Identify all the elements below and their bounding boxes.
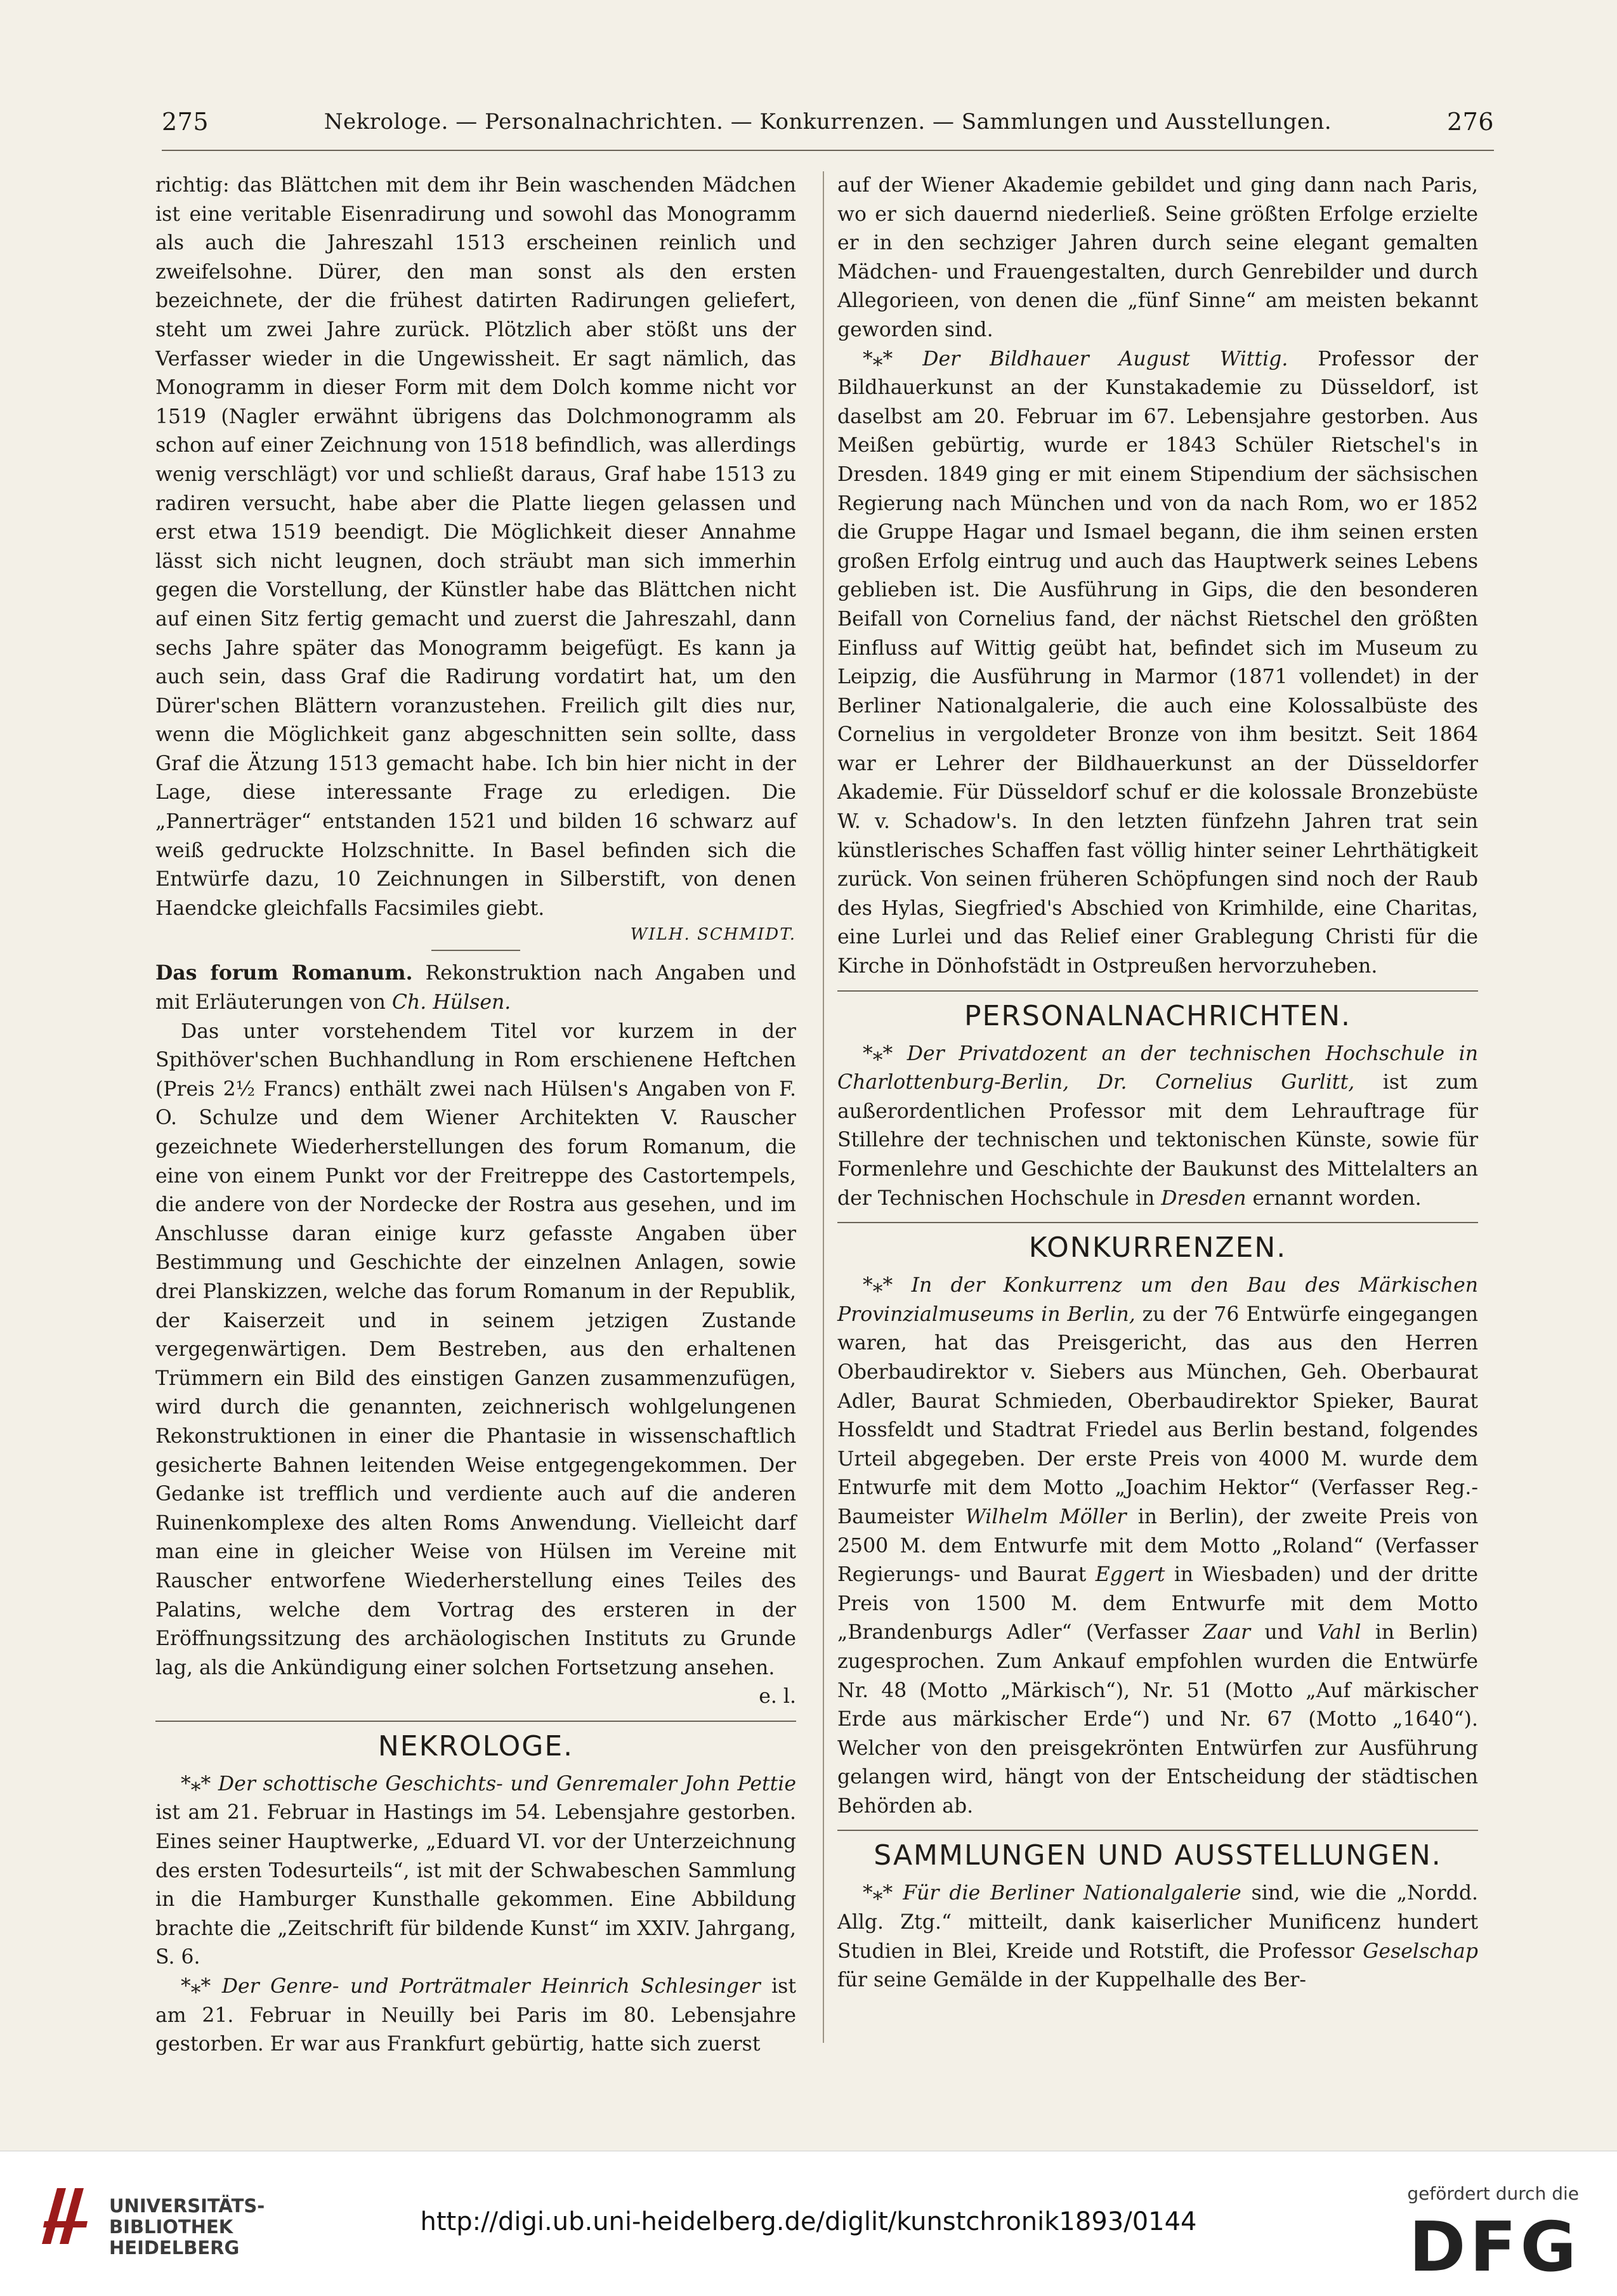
- running-header: [162, 108, 1494, 146]
- heading-nekrologe: NEKROLOGE.: [377, 1729, 574, 1762]
- running-title: Nekrologe. — Personalnachrichten. — Konkurrenzen. — Sammlungen und Ausstellungen.: [324, 109, 1332, 134]
- personal-gurlitt: [837, 1040, 1478, 1214]
- section-rule: [155, 1721, 796, 1722]
- forum-author: Ch. Hülsen.: [391, 991, 511, 1014]
- competition-text: und: [1250, 1621, 1318, 1644]
- page-number-right: 276: [1446, 108, 1494, 136]
- heading-konkurrenzen: KONKURRENZEN.: [1028, 1231, 1287, 1264]
- collections-text: für seine Gemälde in der Kuppelhalle des Ber-: [837, 1969, 1306, 1992]
- section-rule: [837, 990, 1478, 992]
- right-column: [837, 171, 1478, 1995]
- forum-paragraph: Das unter vorstehendem Titel vor kurzem in der Spithöver'schen Buchhandlung in Rom erschienene Heftchen (Preis 2½ Francs) enthält zwei nach Hülsen's Angaben von F. O. Schulze und dem Wiener Architekten V. Rauscher gezeichnete Wiederherstellungen des forum Romanum, die eine von einem Punkt vor der Freitreppe des Castortempels, die andere von der Nordecke der Rostra aus gesehen, und im Anschlusse daran einige kurz gefasste Angaben über Bestimmung und Geschichte der einzelnen Anlagen, sowie drei Planskizzen, welche das forum Romanum in der Republik, der Kaiserzeit und in seinem jetzigen Zustande vergegenwärtigen. Dem Bestreben, aus den erhaltenen Trümmern ein Bild des einstigen Ganzen zusammenzufügen, wird durch die genannten, zeichnerisch wohlgelungenen Rekonstruktionen in einer die Phantasie in wissenschaftlich gesicherte Bahnen leitenden Weise entgegengekommen. Der Gedanke ist trefflich und verdiente auch auf die anderen Ruinenkomplexe des alten Roms Anwendung. Vielleicht darf man eine in gleicher Weise von Hülsen im Vereine mit Rauscher entworfene Wiederherstellung eines Teiles des Palatins, welche dem Vortrag des ersteren in der Eröffnungssitzung des archäologischen Instituts zu Grunde lag, als die Ankündigung einer solchen Fortsetzung ansehen.: [155, 1020, 796, 1679]
- column-divider: [823, 171, 824, 2043]
- section-rule: [837, 1222, 1478, 1223]
- section-rule: [837, 1830, 1478, 1831]
- personal-text: ist zum außerordentlichen Professor mit dem Lehrauftrage für Stillehre der technischen und tektonischen Künste, sowie für Formenlehre und Geschichte der Baukunst des Mittelalters an der Technischen Hochschule in: [837, 1071, 1478, 1210]
- page-number-left: 275: [162, 108, 209, 136]
- left-column: [155, 171, 796, 2059]
- competition-text: zu der 76 Entwürfe eingegangen waren, hat das Preisgericht, das aus den Herren Oberbaudirektor v. Siebers aus München, Geh. Oberbaurat Adler, Baurat Schmieden, Oberbaudirektor Spieker, Baurat Hossfeldt und Stadtrat Friedel aus Berlin bestand, folgendes Urteil abgegeben. Der erste Preis von 4000 M. wurde dem Entwurfe mit dem Motto „Joachim Hektor“ (Verfasser Reg.-Baumeister: [837, 1302, 1479, 1528]
- obituary-text: ist am 21. Februar in Neuilly bei Paris im 80. Lebensjahre gestorben. Er war aus Frankfurt gebürtig, hatte sich zuerst: [155, 1975, 796, 2056]
- artist-name: Geselschap: [1363, 1939, 1478, 1963]
- competition-subject: In der Konkurrenz um den Bau des Märkischen Provinzialmuseums in Berlin,: [837, 1274, 1478, 1326]
- dfg-logo: DFG: [1408, 2208, 1580, 2287]
- personal-place: Dresden: [1161, 1186, 1247, 1210]
- personal-text-end: ernannt worden.: [1246, 1186, 1422, 1210]
- heading-personalnachrichten: PERSONALNACHRICHTEN.: [964, 999, 1351, 1032]
- obituary-text: ist am 21. Februar in Hastings im 54. Lebensjahre gestorben. Eines seiner Hauptwerke, „Eduard VI. vor der Unterzeichnung des ersten Todesurteils“, ist mit der Schwabeschen Sammlung in die Hamburger Kunsthalle gekommen. Eine Abbildung brachte die „Zeitschrift für bildende Kunst“ im XXIV. Jahrgang, S. 6.: [155, 1801, 796, 1969]
- obituary-pettie: [155, 1770, 796, 1972]
- library-name-line: HEIDELBERG: [109, 2237, 240, 2259]
- continued-paragraph: richtig: das Blättchen mit dem ihr Bein waschenden Mädchen ist eine veritable Eisenradirung und sowohl das Monogramm als auch die Jahreszahl 1513 erscheinen reinlich und zweifelsohne. Dürer, den man sonst als den ersten bezeichnete, der die frühest datirten Radirungen geliefert, steht um zwei Jahre zurück. Plötzlich aber stößt uns der Verfasser wieder in die Ungewissheit. Er sagt nämlich, das Monogramm in dieser Form mit dem Dolch komme nicht vor 1519 (Nagler erwähnt übrigens das Dolchmonogramm als schon auf einer Zeichnung von 1518 befindlich, was allerdings wenig verschlägt) vor und schließt daraus, Graf habe 1513 zu radiren versucht, habe aber die Platte liegen gelassen und erst etwa 1519 beendigt. Die Möglichkeit dieser Annahme lässt sich nicht leugnen, doch sträubt man sich immerhin gegen die Vorstellung, der Künstler habe das Blättchen nicht auf einen Sitz fertig gemacht und zuerst die Jahreszahl, dann sechs Jahre später das Monogramm beigefügt. Es kann ja auch sein, dass Graf die Radirung vordatirt hat, um den Dürer'schen Blättern voranzustehen. Freilich gilt dies nur, wenn die Möglichkeit ganz abgeschnitten sein sollte, dass Graf die Ätzung 1513 gemacht habe. Ich bin hier nicht in der Lage, diese interessante Frage zu erledigen. Die „Pannerträger“ entstanden 1521 und bilden 16 schwarz auf weiß gedruckte Holzschnitte. In Basel befinden sich die Entwürfe dazu, 10 Zeichnungen in Silberstift, von denen Haendcke gleichfalls Facsimiles giebt.: [155, 174, 796, 920]
- architect-name: Vahl: [1317, 1621, 1361, 1644]
- forum-subtitle: Rekonstruktion nach Angaben und mit Erläuterungen von: [155, 962, 796, 1014]
- asterism-mark: *⁎*: [181, 1772, 218, 1795]
- forum-heading: [155, 959, 796, 1017]
- collections-subject: Für die Berliner Nationalgalerie: [903, 1882, 1241, 1905]
- heading-sammlungen: SAMMLUNGEN UND AUSSTELLUNGEN.: [874, 1839, 1442, 1872]
- forum-signature: e. l.: [759, 1685, 796, 1709]
- asterism-mark: *⁎*: [181, 1975, 222, 1998]
- obituary-wittig: [837, 345, 1478, 981]
- short-rule: [431, 950, 520, 951]
- library-name-line: BIBLIOTHEK: [109, 2216, 233, 2238]
- obituary-text: Professor der Bildhauerkunst an der Kunstakademie zu Düsseldorf, ist daselbst am 20. Februar im 67. Lebensjahre gestorben. Aus Meißen gebürtig, wurde er 1843 Schüler Rietschel's in Dresden. 1849 ging er mit einem Stipendium der sächsischen Regierung nach München und von da nach Rom, wo er 1852 die Gruppe Hagar und Ismael begann, die ihm seinen ersten großen Erfolg eintrug und auch das Hauptwerk seines Lebens geblieben ist. Die Ausführung in Gips, die den besonderen Beifall von Cornelius fand, der nächst Rietschel den größten Einfluss auf Wittig geübt hat, befindet sich im Museum zu Leipzig, die Ausführung in Marmor (1871 vollendet) in der Berliner Nationalgalerie, die auch eine Kolossalbüste des Cornelius in vergoldeter Bronze von ihm besitzt. Seit 1864 war er Lehrer der Bildhauerkunst an der Düsseldorfer Akademie. Für Düsseldorf schuf er die kolossale Bronzebüste W. v. Schadow's. In den letzten fünfzehn Jahren trat sein künstlerisches Schaffen fast völlig hinter seiner Lehrthätigkeit zurück. Von seinen früheren Schöpfungen sind noch der Raub des Hylas, Siegfried's Abschied von Krimhilde, eine Charitas, eine Lurlei und das Relief einer Grablegung Christi für die Kirche in Dönhofstädt in Ostpreußen hervorzuheben.: [837, 347, 1478, 978]
- asterism-mark: *⁎*: [863, 1042, 907, 1065]
- permalink-url[interactable]: http://digi.ub.uni-heidelberg.de/diglit/kunstchronik1893/0144: [420, 2207, 1197, 2236]
- competition-text: in Berlin) zugesprochen. Zum Ankauf empfohlen wurden die Entwürfe Nr. 48 (Motto „Märkisch“), Nr. 51 (Motto „Auf märkischer Erde aus märkischer Erde“) und Nr. 67 (Motto „1640“). Welcher von den preisgekrönten Entwürfen zur Ausführung gelangen wird, hängt von der Entscheidung der städtischen Behörden ab.: [837, 1621, 1478, 1818]
- competition-text: in Berlin), der zweite Preis von 2500 M. dem Entwurfe mit dem Motto „Roland“ (Verfasser Regierungs- und Baurat: [837, 1505, 1478, 1587]
- asterism-mark: *⁎*: [863, 1882, 903, 1905]
- asterism-mark: *⁎*: [863, 347, 923, 371]
- forum-title: Das forum Romanum.: [155, 961, 413, 985]
- personal-subject: Der Privatdozent an der technischen Hochschule in Charlottenburg-Berlin, Dr. Cornelius Gurlitt,: [837, 1042, 1479, 1094]
- funded-by-label: gefördert durch die: [1407, 2183, 1579, 2204]
- collections-paragraph: [837, 1879, 1478, 1995]
- architect-name: Eggert: [1095, 1563, 1165, 1587]
- library-name-line: UNIVERSITÄTS-: [109, 2195, 265, 2217]
- architect-name: Wilhelm Möller: [965, 1505, 1127, 1528]
- obituary-subject: Der schottische Geschichts- und Genremaler John Pettie: [218, 1772, 796, 1795]
- header-rule: [162, 150, 1494, 151]
- competition-paragraph: [837, 1271, 1478, 1821]
- continued-paragraph: auf der Wiener Akademie gebildet und ging dann nach Paris, wo er sich dauernd niederließ. Seine größten Erfolge erzielte er in den sechziger Jahren durch seine elegant gemalten Mädchen- und Frauengestalten, durch Genrebilder und durch Allegorieen, von denen die „fünf Sinne“ am meisten bekannt geworden sind.: [837, 174, 1478, 341]
- obituary-schlesinger: [155, 1972, 796, 2059]
- architect-name: Zaar: [1203, 1621, 1251, 1644]
- digitization-footer: [0, 2151, 1617, 2296]
- obituary-subject: Der Bildhauer August Wittig.: [922, 347, 1288, 371]
- collections-text: sind, wie die „Nordd. Allg. Ztg.“ mitteilt, dank kaiserlicher Munificenz hundert Studien in Blei, Kreide und Rotstift, die Professor: [837, 1882, 1478, 1963]
- signature-schmidt: WILH. SCHMIDT.: [630, 925, 796, 945]
- competition-text: in Wiesbaden) und der dritte Preis von 1500 M. dem Entwurfe mit dem Motto „Brandenburgs Adler“ (Verfasser: [837, 1563, 1478, 1644]
- obituary-subject: Der Genre- und Porträtmaler Heinrich Schlesinger: [221, 1975, 761, 1998]
- asterism-mark: *⁎*: [863, 1274, 912, 1297]
